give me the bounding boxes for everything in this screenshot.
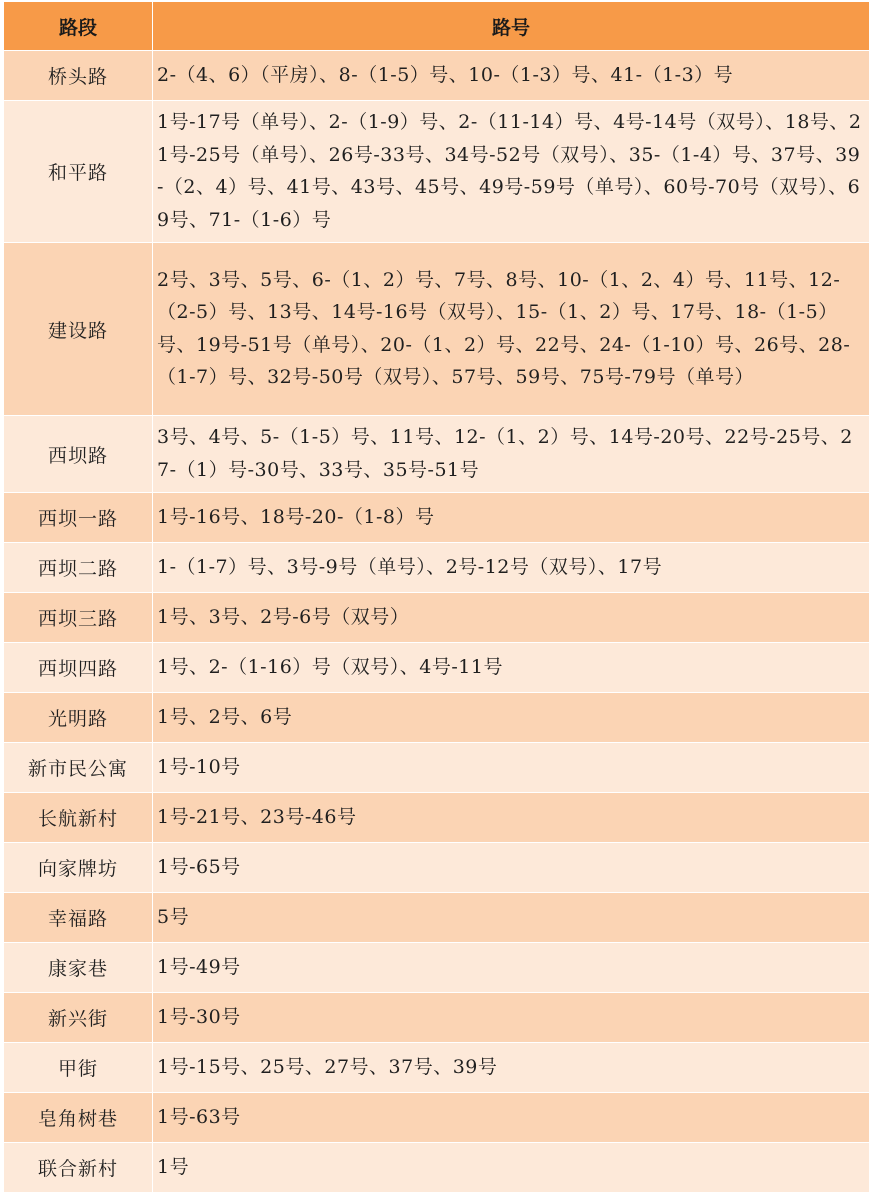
table-row	[4, 1043, 870, 1093]
road-number-cell: 2号、3号、5号、6-（1、2）号、7号、8号、10-（1、2、4）号、11号、12-（2-5）号、13号、14号-16号（双号）、15-（1、2）号、17号、18-（1-5）号、19号-51号（单号）、20-（1、2）号、22号、24-（1-10）号、26号、28-（1-7）号、32号-50号（双号）、57号、59号、75号-79号（单号）	[153, 243, 870, 416]
table-row	[4, 793, 870, 843]
table-row	[4, 743, 870, 793]
table-body	[4, 51, 870, 1193]
road-segment-cell: 和平路	[4, 101, 153, 243]
road-segment-cell: 甲街	[4, 1043, 153, 1093]
road-segment-cell: 向家牌坊	[4, 843, 153, 893]
road-number-cell: 1号-49号	[153, 943, 870, 993]
table-row	[4, 593, 870, 643]
road-segment-cell: 光明路	[4, 693, 153, 743]
road-segment-cell: 西坝四路	[4, 643, 153, 693]
table-row	[4, 493, 870, 543]
road-number-cell: 1号	[153, 1143, 870, 1193]
table-row	[4, 51, 870, 101]
road-number-cell: 1号、2号、6号	[153, 693, 870, 743]
table-row	[4, 843, 870, 893]
road-number-cell: 1号-21号、23号-46号	[153, 793, 870, 843]
table-row	[4, 943, 870, 993]
road-number-cell: 2-（4、6）（平房）、8-（1-5）号、10-（1-3）号、41-（1-3）号	[153, 51, 870, 101]
table-row	[4, 543, 870, 593]
road-number-cell: 1号-10号	[153, 743, 870, 793]
road-segment-cell: 幸福路	[4, 893, 153, 943]
road-segment-cell: 联合新村	[4, 1143, 153, 1193]
table-row	[4, 643, 870, 693]
table-row	[4, 1093, 870, 1143]
table-row	[4, 101, 870, 243]
road-segment-cell: 西坝二路	[4, 543, 153, 593]
table-row	[4, 243, 870, 416]
road-number-table	[3, 1, 870, 1193]
road-number-cell: 1号、2-（1-16）号（双号）、4号-11号	[153, 643, 870, 693]
header-numbers: 路号	[153, 2, 870, 51]
table-header-row	[4, 2, 870, 51]
road-number-cell: 1号-15号、25号、27号、37号、39号	[153, 1043, 870, 1093]
road-segment-cell: 新市民公寓	[4, 743, 153, 793]
table-row	[4, 893, 870, 943]
road-segment-cell: 西坝路	[4, 416, 153, 493]
road-number-table-wrap	[3, 0, 869, 1193]
table-row	[4, 993, 870, 1043]
table-row	[4, 1143, 870, 1193]
road-segment-cell: 桥头路	[4, 51, 153, 101]
road-number-cell: 1号-65号	[153, 843, 870, 893]
road-number-cell: 5号	[153, 893, 870, 943]
table-row	[4, 416, 870, 493]
road-segment-cell: 皂角树巷	[4, 1093, 153, 1143]
road-segment-cell: 西坝三路	[4, 593, 153, 643]
header-segment: 路段	[4, 2, 153, 51]
road-number-cell: 3号、4号、5-（1-5）号、11号、12-（1、2）号、14号-20号、22号-25号、27-（1）号-30号、33号、35号-51号	[153, 416, 870, 493]
road-segment-cell: 新兴街	[4, 993, 153, 1043]
road-number-cell: 1号、3号、2号-6号（双号）	[153, 593, 870, 643]
road-number-cell: 1号-17号（单号）、2-（1-9）号、2-（11-14）号、4号-14号（双号）、18号、21号-25号（单号）、26号-33号、34号-52号（双号）、35-（1-4）号、37号、39-（2、4）号、41号、43号、45号、49号-59号（单号）、60号-70号（双号）、69号、71-（1-6）号	[153, 101, 870, 243]
road-segment-cell: 西坝一路	[4, 493, 153, 543]
road-segment-cell: 长航新村	[4, 793, 153, 843]
road-segment-cell: 建设路	[4, 243, 153, 416]
road-number-cell: 1-（1-7）号、3号-9号（单号）、2号-12号（双号）、17号	[153, 543, 870, 593]
road-segment-cell: 康家巷	[4, 943, 153, 993]
road-number-cell: 1号-16号、18号-20-（1-8）号	[153, 493, 870, 543]
road-number-cell: 1号-63号	[153, 1093, 870, 1143]
table-row	[4, 693, 870, 743]
road-number-cell: 1号-30号	[153, 993, 870, 1043]
